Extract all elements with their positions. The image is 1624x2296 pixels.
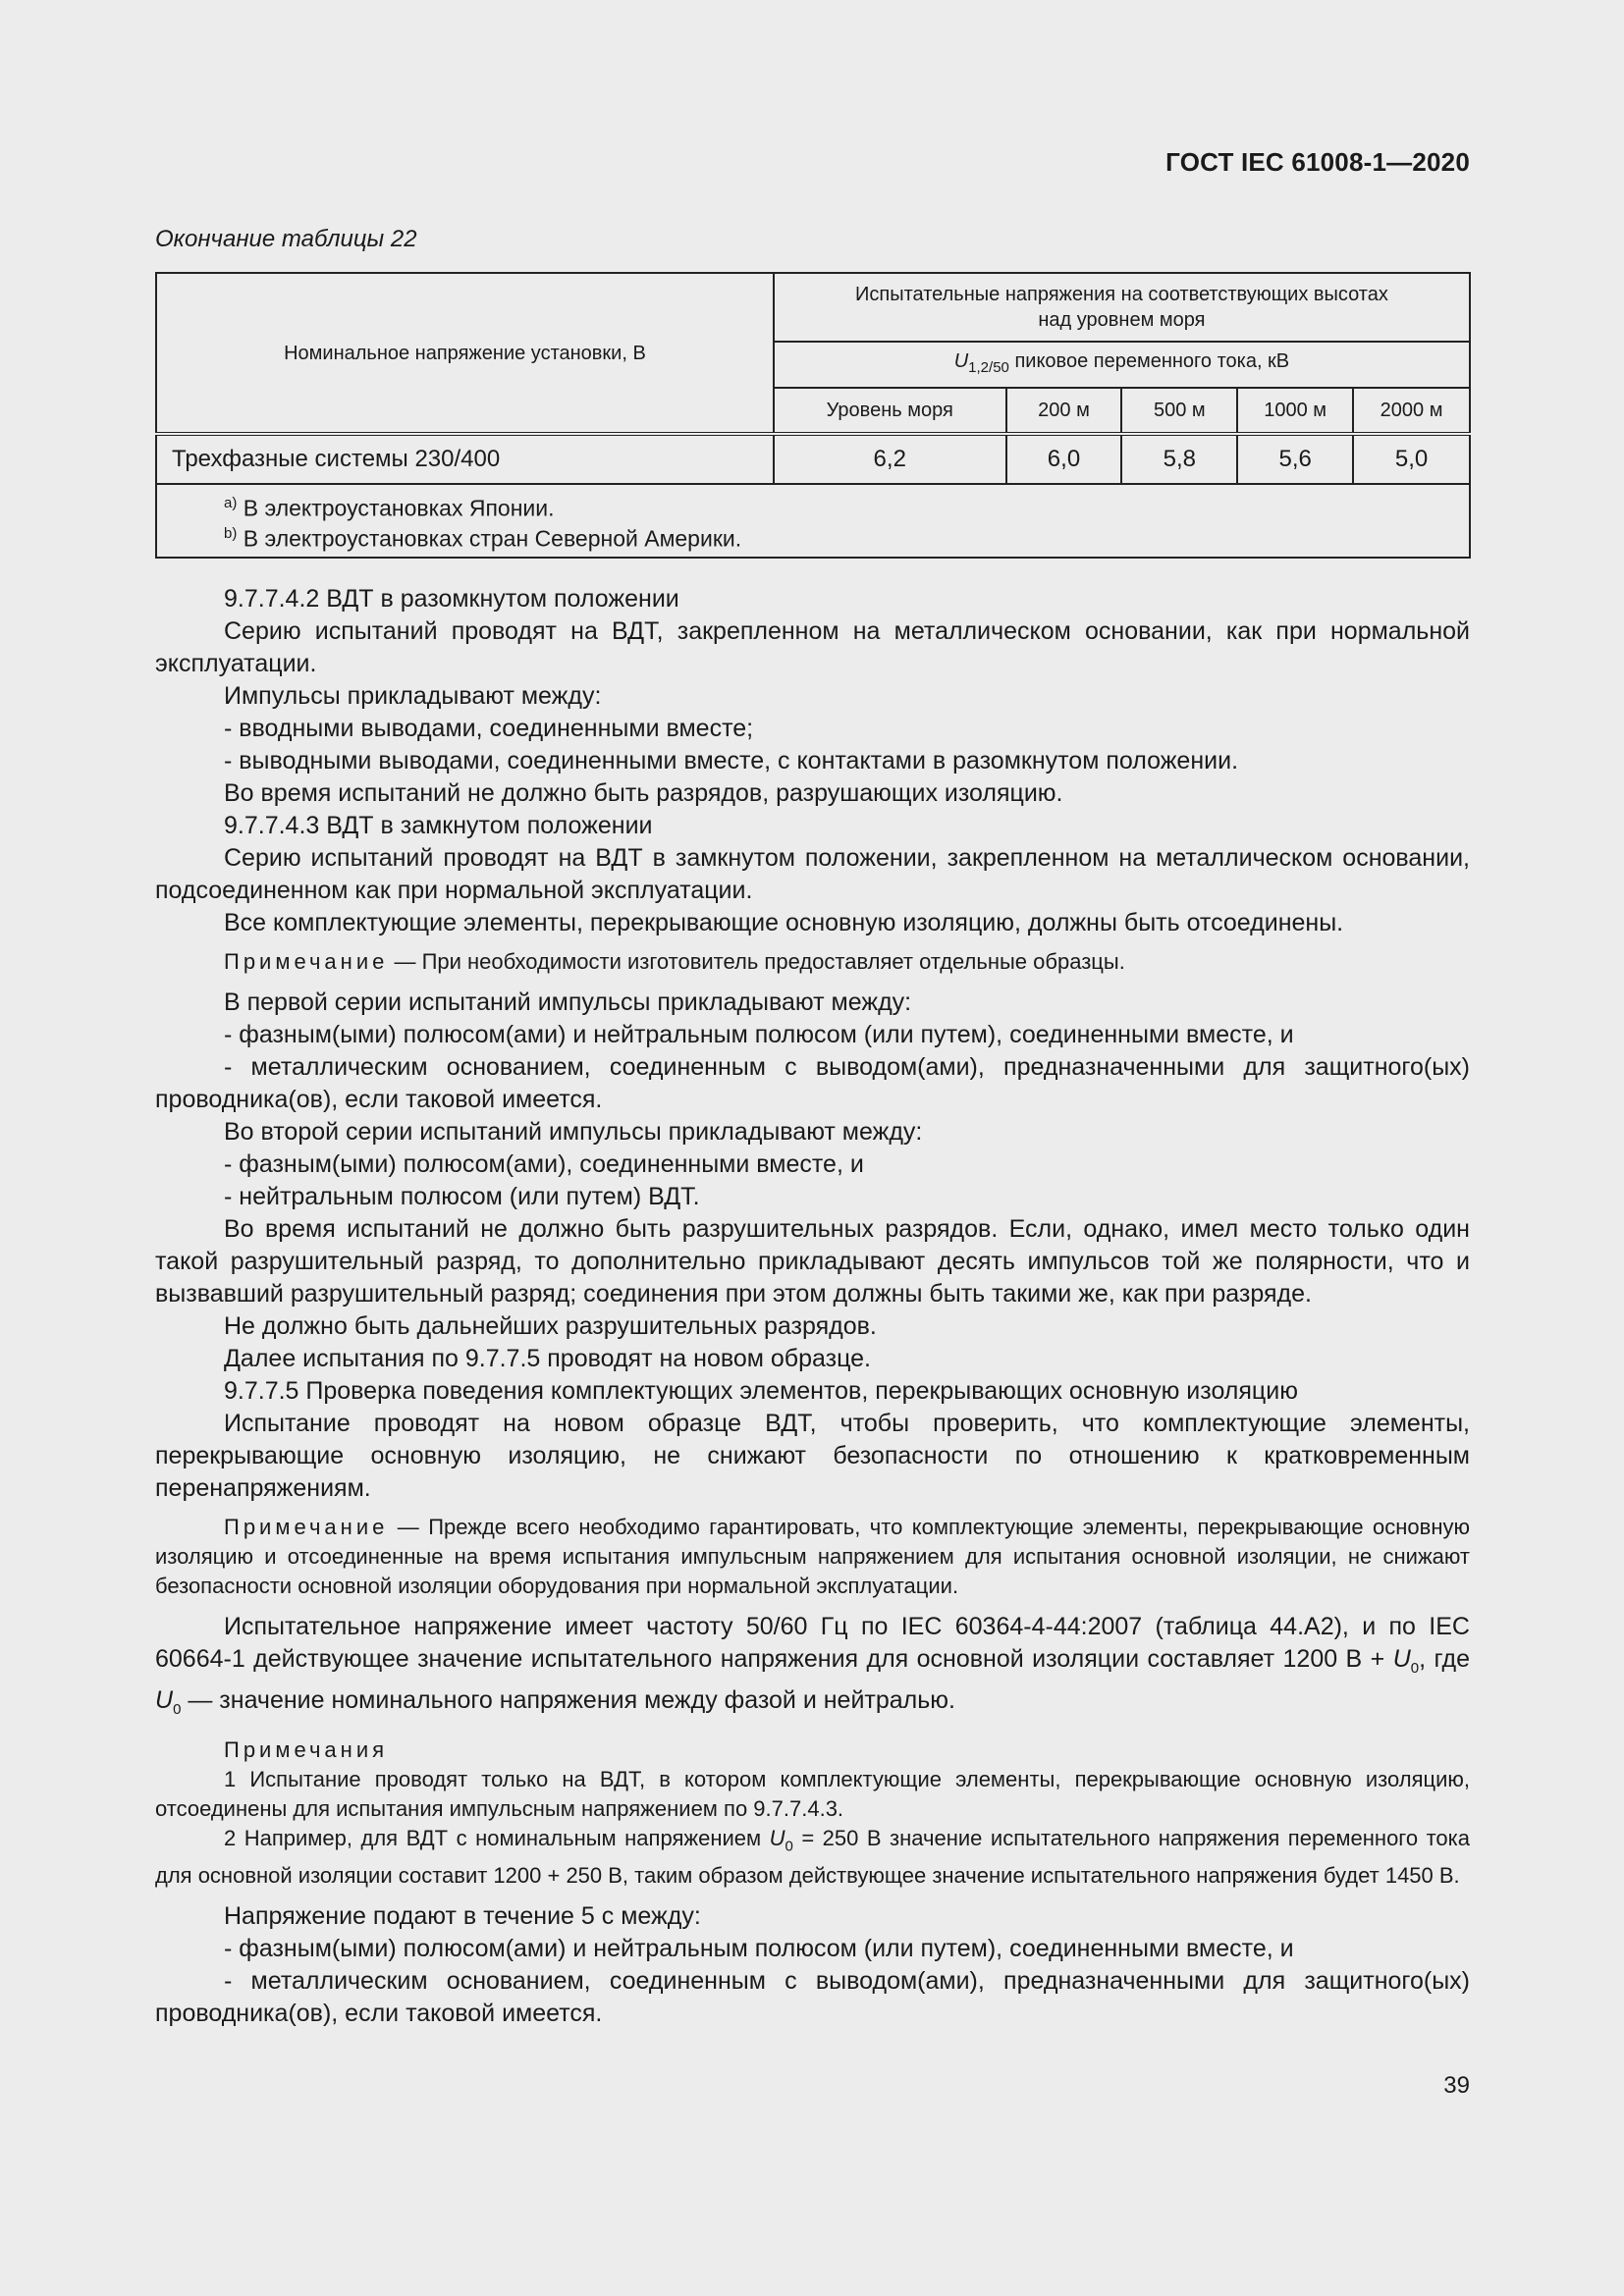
list-item: - фазным(ыми) полюсом(ами) и нейтральным полюсом (или путем), соединенными вместе, и <box>224 1935 1294 1963</box>
note: 2 Например, для ВДТ с номинальным напряжением $U_0 = 250$ В значение испытательного напряжения переменного тока для основной изоляции составит 1200 + 250 В, таким образом действующее значение испытательного напряжения будет 1450 В. <box>155 1826 1470 1889</box>
list-item: - металлическим основанием, соединенным с выводом(ами), предназначенными для защитного(ых) проводника(ов), если таковой имеется. <box>155 1053 1470 1113</box>
paragraph: Испытательное напряжение имеет частоту 50/60 Гц по IEC 60364-4-44:2007 (таблица 44.А2), и по IEC 60664-1 действующее значение испытательного напряжения для основной изоляции составляет 1200 $В + U_0$, где $U_0$ — значение номинального напряжения между фазой и нейтралью. <box>155 1613 1470 1718</box>
paragraph: Далее испытания по 9.7.7.5 проводят на новом образце. <box>224 1345 871 1372</box>
page-number: 39 <box>1443 2072 1470 2099</box>
paragraph: В первой серии испытаний импульсы прикладывают между: <box>224 988 912 1016</box>
list-item: - металлическим основанием, соединенным с выводом(ами), предназначенными для защитного(ых) проводника(ов), если таковой имеется. <box>155 1967 1470 2028</box>
list-item: - нейтральным полюсом (или путем) ВДТ. <box>224 1183 700 1210</box>
paragraph: Серию испытаний проводят на ВДТ в замкнутом положении, закрепленном на металлическом основании, подсоединенном как при нормальной эксплуатации. <box>155 844 1470 904</box>
list-item: - вводными выводами, соединенными вместе; <box>224 715 754 742</box>
paragraph: Напряжение подают в течение 5 с между: <box>224 1902 701 1931</box>
list-item: - выводными выводами, соединенными вместе, с контактами в разомкнутом положении. <box>224 747 1239 774</box>
paragraph: Импульсы прикладывают между: <box>224 682 602 710</box>
table-row <box>156 434 1470 484</box>
paragraph: Испытание проводят на новом образце ВДТ, чтобы проверить, что комплектующие элементы, перекрывающие основную изоляцию, не снижают безопасности по отношению к кратковременным перенапряжениям. <box>155 1410 1470 1502</box>
paragraph: Во время испытаний не должно быть разрушительных разрядов. Если, однако, имел место только один такой разрушительный разряд, то дополнительно прикладывают десять импульсов той же полярности, что и вызвавший разрушительный разряд; соединения при этом должны быть такими же, как при разряде. <box>155 1215 1470 1308</box>
row-label: Трехфазные системы 230/400 <box>156 434 774 484</box>
footnote: $^{a)}$ В электроустановках Японии. <box>224 495 555 521</box>
paragraph: Серию испытаний проводят на ВДТ, закрепленном на металлическом основании, как при нормальной эксплуатации. <box>155 617 1470 677</box>
paragraph: Во второй серии испытаний импульсы прикладывают между: <box>224 1118 923 1146</box>
altitude-header: 200 м <box>1006 388 1122 434</box>
footnote: $^{b)}$ В электроустановках стран Северной Америки. <box>224 524 742 552</box>
section-heading: 9.7.7.4.3 ВДТ в замкнутом положении <box>224 812 653 839</box>
list-item: - фазным(ыми) полюсом(ами) и нейтральным полюсом (или путем), соединенными вместе, и <box>224 1021 1294 1048</box>
section-heading: 9.7.7.4.2 ВДТ в разомкнутом положении <box>224 585 679 613</box>
table-footnotes <box>156 484 1470 558</box>
notes-heading: Примечания <box>224 1737 389 1762</box>
altitude-header: 500 м <box>1121 388 1237 434</box>
note: Примечание — Прежде всего необходимо гарантировать, что комплектующие элементы, перекрывающие основную изоляцию и отсоединенные на время испытания импульсным напряжением для испытания основной изоляции, не снижают безопасности основной изоляции оборудования при нормальной эксплуатации. <box>155 1515 1470 1598</box>
table-cell: 5,0 <box>1353 434 1470 484</box>
list-item: - фазным(ыми) полюсом(ами), соединенными вместе, и <box>224 1150 864 1178</box>
col-label-nominal-voltage: Номинальное напряжение установки, В <box>156 273 774 434</box>
table-cell: 5,6 <box>1237 434 1353 484</box>
altitude-header: Уровень моря <box>774 388 1006 434</box>
table-caption: Окончание таблицы 22 <box>155 226 417 252</box>
note: Примечание — При необходимости изготовитель предоставляет отдельные образцы. <box>224 949 1125 974</box>
document-code: ГОСТ IEC 61008-1—2020 <box>1165 147 1470 177</box>
paragraph: Во время испытаний не должно быть разрядов, разрушающих изоляцию. <box>224 779 1063 807</box>
group-header: Испытательные напряжения на соответствующих высотах над уровнем моря <box>774 273 1470 342</box>
altitude-header: 1000 м <box>1237 388 1353 434</box>
table-22 <box>155 272 1471 559</box>
paragraph: Не должно быть дальнейших разрушительных разрядов. <box>224 1312 877 1340</box>
table-cell: 6,0 <box>1006 434 1122 484</box>
unit-header: $U_{1,2/50}$ пиковое переменного тока, кВ <box>774 342 1470 388</box>
altitude-header: 2000 м <box>1353 388 1470 434</box>
table-cell: 5,8 <box>1121 434 1237 484</box>
section-heading: 9.7.7.5 Проверка поведения комплектующих элементов, перекрывающих основную изоляцию <box>224 1377 1298 1405</box>
note: 1 Испытание проводят только на ВДТ, в котором комплектующие элементы, перекрывающие основную изоляцию, отсоединены для испытания импульсным напряжением по 9.7.7.4.3. <box>155 1767 1470 1821</box>
table-cell: 6,2 <box>774 434 1006 484</box>
paragraph: Все комплектующие элементы, перекрывающие основную изоляцию, должны быть отсоединены. <box>224 909 1344 936</box>
body-text <box>155 583 1470 2030</box>
